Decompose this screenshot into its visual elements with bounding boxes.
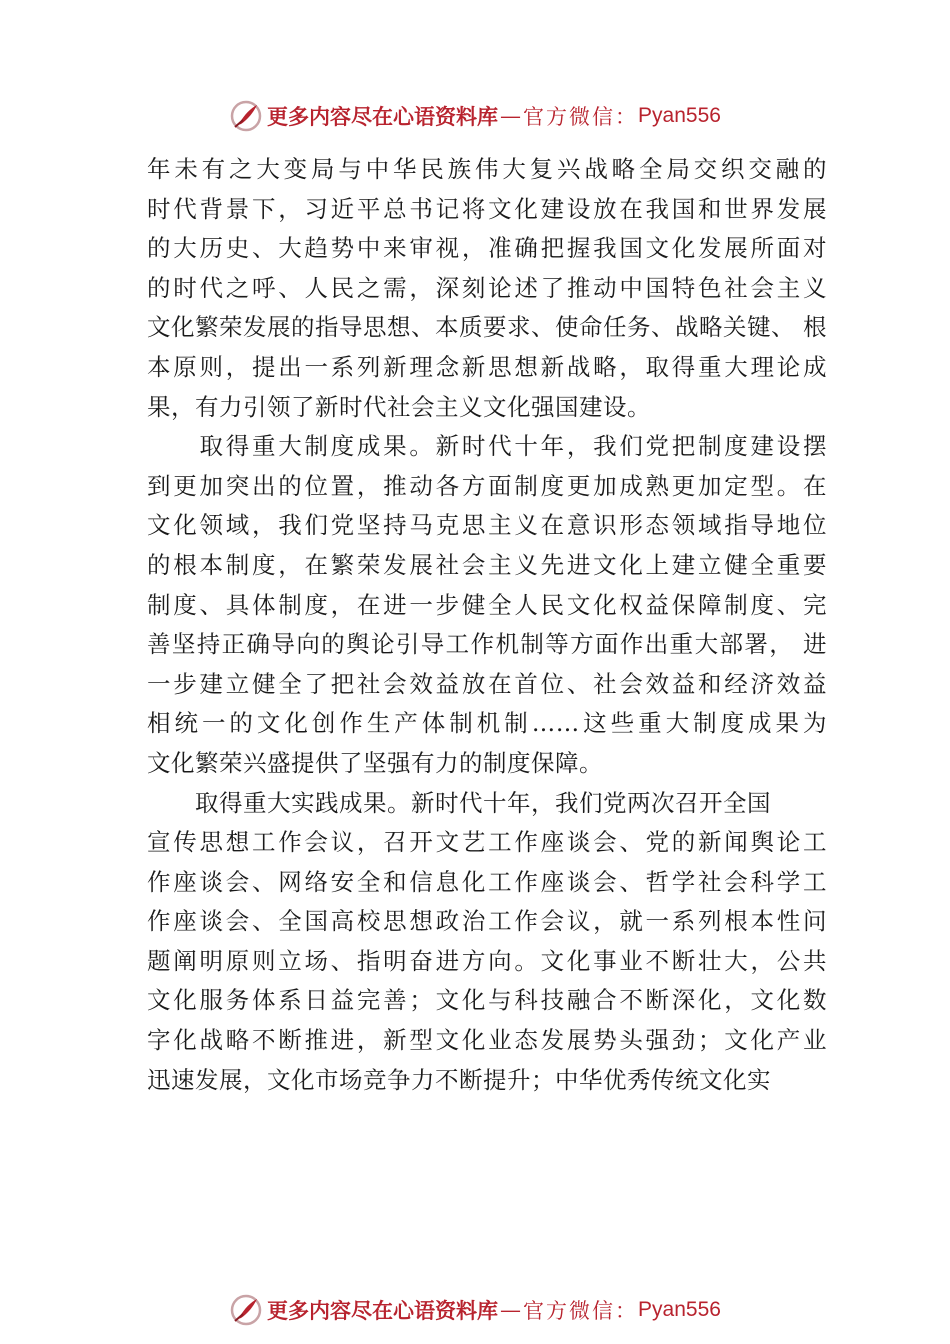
text-line: 时代背景下，习近平总书记将文化建设放在我国和世界发展 [147,194,827,223]
quill-logo-icon [229,99,263,133]
text-line: 文化服务体系日益完善；文化与科技融合不断深化，文化数 [147,986,827,1015]
paragraph [147,150,827,427]
banner-dash: — [500,1298,522,1322]
text-line: 的根本制度，在繁荣发展社会主义先进文化上建立健全重要 [147,550,827,579]
wechat-id: Pyan556 [638,104,721,127]
wechat-id: Pyan556 [638,1298,721,1321]
text-line: 制度、具体制度，在进一步健全人民文化权益保障制度、完 [147,590,827,619]
quill-logo-icon [229,1293,263,1327]
text-line: 一步建立健全了把社会效益放在首位、社会效益和经济效益 [147,669,827,698]
text-line: 本原则，提出一系列新理念新思想新战略，取得重大理论成 [147,352,827,381]
text-line: 取得重大制度成果。新时代十年，我们党把制度建设摆 [147,432,827,461]
text-line: 文化领域，我们党坚持马克思主义在意识形态领域指导地位 [147,511,827,540]
text-line: 的大历史、大趋势中来审视，准确把握我国文化发展所面对 [147,234,827,263]
text-line: 到更加突出的位置，推动各方面制度更加成熟更加定型。在 [147,471,827,500]
brand-name: 更多内容尽在心语资料库 [267,1298,499,1323]
footer-banner [0,1290,950,1330]
document-body [147,150,827,1100]
banner-dash: — [500,104,522,128]
header-banner [0,96,950,136]
text-line: 相统一的文化创作生产体制机制……这些重大制度成果为 [147,709,827,738]
text-line: 文化繁荣发展的指导思想、本质要求、使命任务、战略关键、 根 [147,313,827,342]
text-line: 年未有之大变局与中华民族伟大复兴战略全局交织交融的 [147,155,827,183]
text-line: 果，有力引领了新时代社会主义文化强国建设。 [147,392,651,421]
text-line: 迅速发展，文化市场竞争力不断提升；中华优秀传统文化实 [147,1065,771,1094]
text-line: 取得重大实践成果。新时代十年，我们党两次召开全国 [147,788,771,817]
text-line: 题阐明原则立场、指明奋进方向。文化事业不断壮大，公共 [147,946,827,975]
text-line: 宣传思想工作会议，召开文艺工作座谈会、党的新闻舆论工 [147,828,827,857]
wechat-label: 官方微信： [523,105,639,129]
text-line: 作座谈会、全国高校思想政治工作会议，就一系列根本性问 [147,907,827,936]
text-line: 善坚持正确导向的舆论引导工作机制等方面作出重大部署， 进 [147,630,827,659]
wechat-label: 官方微信： [523,1299,639,1323]
brand-name: 更多内容尽在心语资料库 [267,104,499,129]
paragraph [147,784,827,1101]
text-line: 作座谈会、网络安全和信息化工作座谈会、哲学社会科学工 [147,867,827,896]
paragraph [147,427,827,783]
text-line: 的时代之呼、人民之需，深刻论述了推动中国特色社会主义 [147,273,827,302]
text-line: 字化战略不断推进，新型文化业态发展势头强劲；文化产业 [147,1026,827,1055]
text-line: 文化繁荣兴盛提供了坚强有力的制度保障。 [147,748,603,777]
